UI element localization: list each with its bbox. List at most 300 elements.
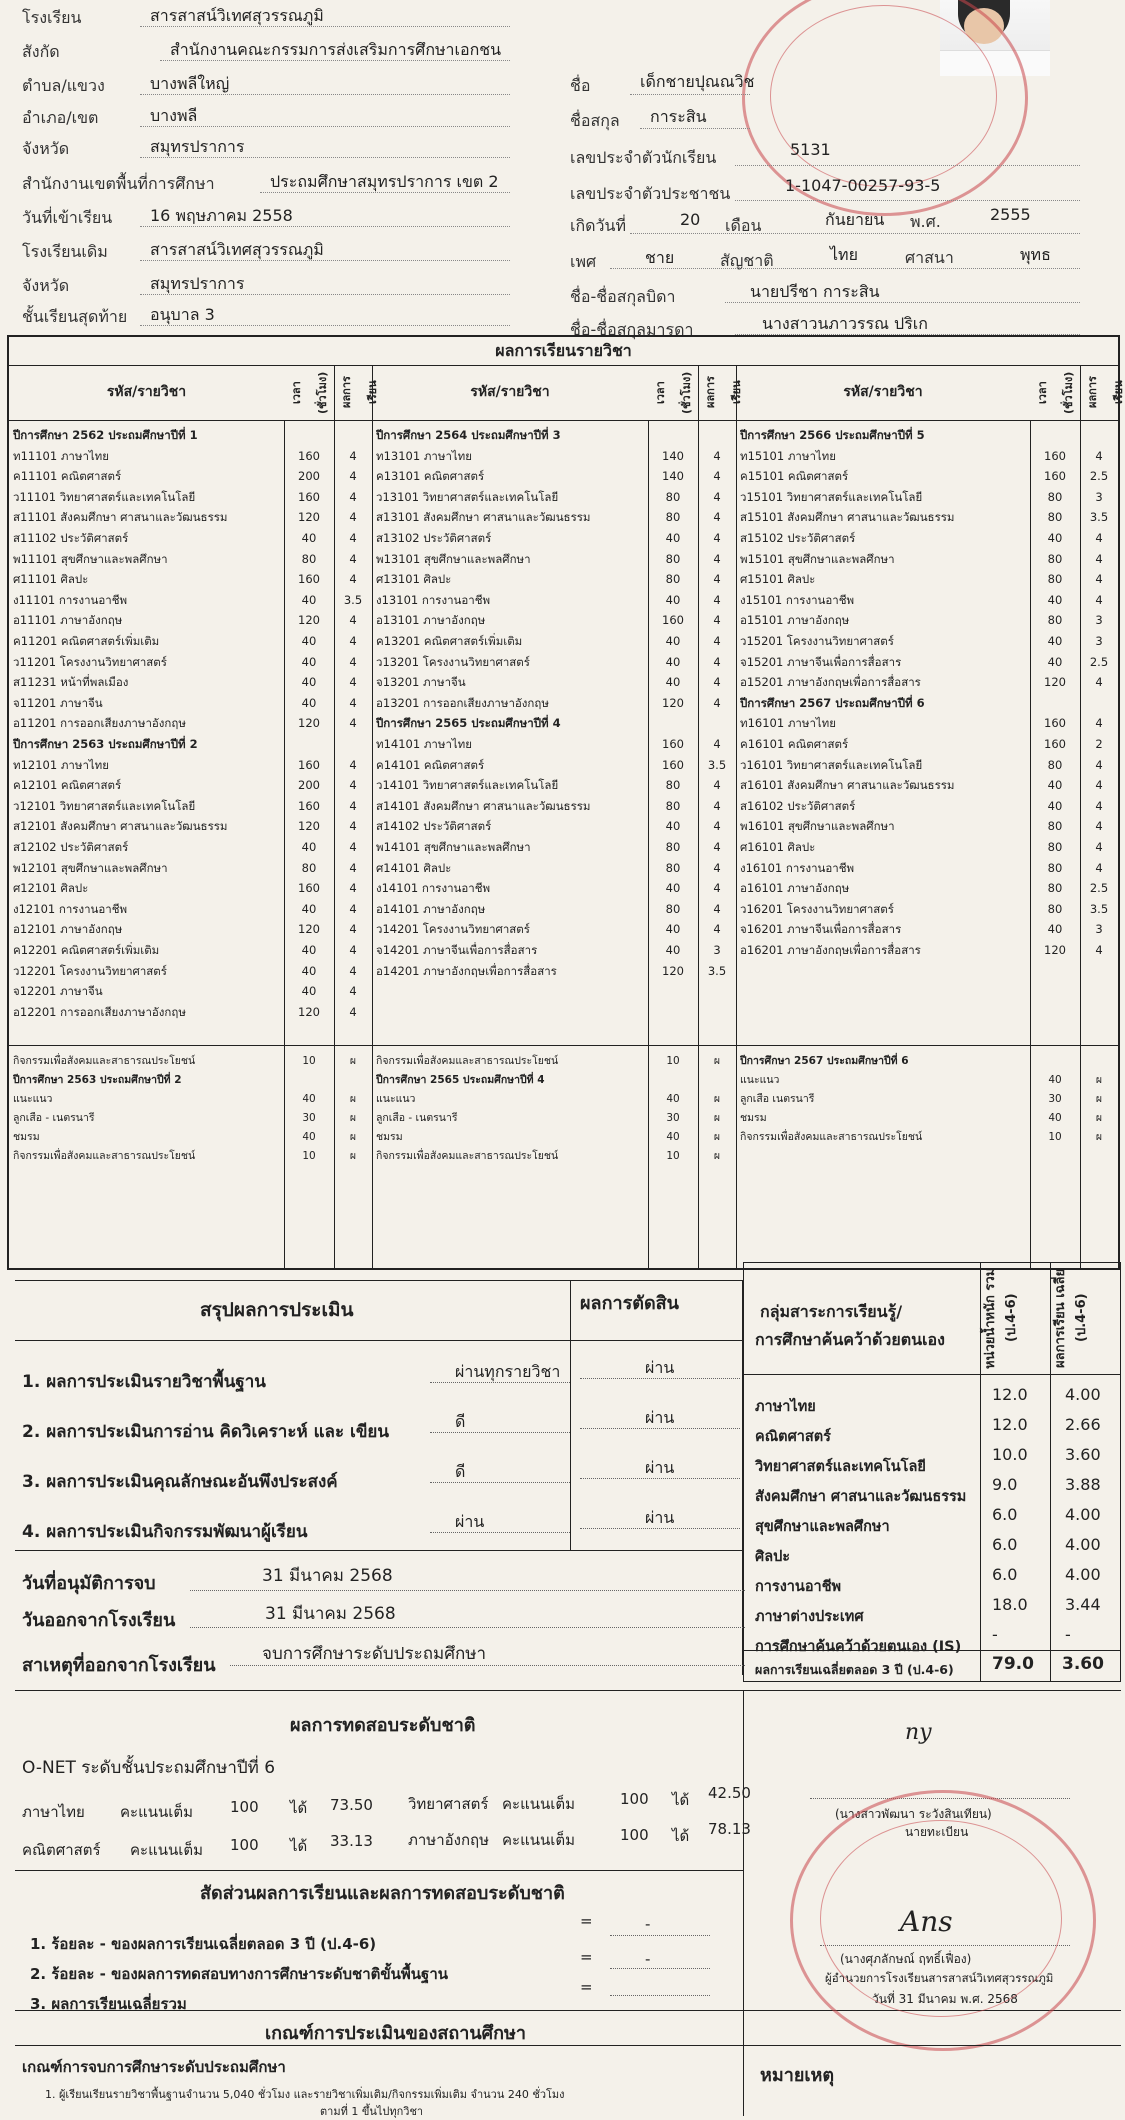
grades-row bbox=[9, 837, 372, 857]
subject-hours: 80 bbox=[1047, 881, 1063, 896]
subject-grade: 3.5 bbox=[1089, 510, 1109, 525]
subject-hours: 40 bbox=[1047, 592, 1063, 607]
nationality-label: สัญชาติ bbox=[720, 251, 774, 270]
summary-item-detail: ดี bbox=[455, 1412, 466, 1431]
subject-grade: 4 bbox=[1095, 592, 1103, 607]
subject-name: ง13101 การงานอาชีพ bbox=[376, 592, 491, 607]
subject-hours: 120 bbox=[662, 695, 684, 710]
subject-name: ท15101 ภาษาไทย bbox=[740, 448, 836, 463]
subject-hours: 160 bbox=[662, 757, 684, 772]
student-id-label: เลขประจำตัวนักเรียน bbox=[570, 148, 717, 167]
subject-grade: 4 bbox=[713, 613, 721, 628]
grades-row bbox=[9, 549, 372, 569]
activity-name: ชมรม bbox=[13, 1131, 40, 1143]
subject-hours: 80 bbox=[1047, 613, 1063, 628]
summary-item-detail: ผ่านทุกรายวิชา bbox=[455, 1362, 561, 1381]
grades-row bbox=[372, 549, 736, 569]
subject-grade: 4 bbox=[713, 881, 721, 896]
subject-grade: 4 bbox=[1095, 551, 1103, 566]
grades-column-header bbox=[736, 365, 1125, 421]
subject-name: ว16101 วิทยาศาสตร์และเทคโนโลยี bbox=[740, 757, 923, 772]
subject-name: อ11101 ภาษาอังกฤษ bbox=[13, 613, 123, 628]
activity-name: ปีการศึกษา 2563 ประถมศึกษาปีที่ 2 bbox=[13, 1074, 182, 1086]
subject-grade: 3 bbox=[1095, 634, 1103, 648]
subject-grade: 4 bbox=[349, 489, 357, 504]
group-name: การงานอาชีพ bbox=[755, 1579, 842, 1595]
onet-thai-score: 73.50 bbox=[330, 1796, 373, 1814]
info-left-value: สารสาสน์วิเทศสุวรรณภูมิ bbox=[150, 240, 324, 259]
group-weight: 6.0 bbox=[992, 1505, 1018, 1524]
summary-title: สรุปผลการประเมิน bbox=[200, 1299, 354, 1321]
subject-name: ค13101 คณิตศาสตร์ bbox=[376, 469, 485, 484]
activity-row bbox=[736, 1127, 1118, 1147]
grades-year-row bbox=[372, 713, 736, 733]
subject-hours: 80 bbox=[665, 489, 681, 504]
subject-name: ค11101 คณิตศาสตร์ bbox=[13, 469, 122, 484]
grades-row bbox=[736, 775, 1118, 795]
subject-grade: 4 bbox=[1095, 757, 1103, 772]
birth-label: เกิดวันที่ bbox=[570, 216, 627, 235]
onet-title: ผลการทดสอบระดับชาติ bbox=[290, 1715, 476, 1736]
grades-column bbox=[372, 365, 743, 1268]
activity-hours: 30 bbox=[302, 1112, 316, 1124]
subject-grade: 4 bbox=[1095, 778, 1103, 793]
subject-hours: 120 bbox=[298, 510, 320, 525]
subject-grade: 4 bbox=[349, 448, 357, 463]
subject-grade: 3.5 bbox=[343, 592, 363, 607]
activity-row bbox=[736, 1108, 1118, 1128]
grades-row bbox=[372, 961, 736, 981]
subject-name: ท14101 ภาษาไทย bbox=[376, 737, 472, 751]
subject-hours: 80 bbox=[665, 901, 681, 916]
sign-date: วันที่ 31 มีนาคม พ.ศ. 2568 bbox=[872, 1992, 1018, 2006]
grades-row bbox=[736, 713, 1118, 733]
summary-item-label: 3. ผลการประเมินคุณลักษณะอันพึงประสงค์ bbox=[22, 1472, 338, 1492]
subject-hours: 40 bbox=[665, 654, 681, 669]
group-gpa: 3.44 bbox=[1065, 1595, 1101, 1614]
grades-row bbox=[372, 569, 736, 589]
subject-name: ส14102 ประวัติศาสตร์ bbox=[376, 819, 492, 834]
subject-name: ปีการศึกษา 2565 ประถมศึกษาปีที่ 4 bbox=[376, 716, 561, 731]
grades-row bbox=[736, 899, 1118, 919]
subject-name: ส16101 สังคมศึกษา ศาสนาและวัฒนธรรม bbox=[740, 778, 955, 793]
subject-hours: 80 bbox=[1047, 819, 1063, 834]
activity-name: กิจกรรมเพื่อสังคมและสาธารณประโยชน์ bbox=[13, 1150, 196, 1162]
subject-grade: 3 bbox=[1095, 613, 1103, 628]
grades-row bbox=[9, 610, 372, 630]
subject-grade: 4 bbox=[349, 695, 357, 710]
subject-hours: 120 bbox=[1044, 943, 1066, 957]
result-header: ผลการเรียน bbox=[1080, 365, 1119, 420]
group-gpa: - bbox=[1065, 1625, 1071, 1644]
criteria-1: 1. ผู้เรียนเรียนรายวิชาพื้นฐานจำนวน 5,040 ชั่วโมง และรายวิชาเพิ่มเติม/กิจกรรมเพิ่มเติม จำนวน 240 ชั่วโมง bbox=[45, 2088, 565, 2101]
subject-grade: 4 bbox=[349, 675, 357, 690]
grades-column-header bbox=[9, 365, 379, 421]
onet-eng-got-label: ได้ bbox=[672, 1827, 690, 1845]
subject-name: ว14101 วิทยาศาสตร์และเทคโนโลยี bbox=[376, 778, 559, 793]
onet-sci-score: 42.50 bbox=[708, 1784, 751, 1802]
ratio-title: สัดส่วนผลการเรียนและผลการทดสอบระดับชาติ bbox=[200, 1883, 565, 1904]
activity-hours: 40 bbox=[666, 1131, 680, 1143]
activity-row bbox=[9, 1108, 372, 1128]
onet-sci-label: วิทยาศาสตร์ bbox=[408, 1795, 489, 1813]
ratio-row-3: 3. ผลการเรียนเฉลี่ยรวม bbox=[30, 1995, 187, 2013]
subject-grade: 4 bbox=[713, 592, 721, 607]
subject-hours: 80 bbox=[1047, 757, 1063, 772]
grades-column-header bbox=[372, 365, 743, 421]
info-left-value: สำนักงานคณะกรรมการส่งเสริมการศึกษาเอกชน bbox=[170, 40, 502, 59]
subject-hours: 120 bbox=[1044, 675, 1066, 690]
activity-name: กิจกรรมเพื่อสังคมและสาธารณประโยชน์ bbox=[376, 1055, 559, 1067]
name-label: ชื่อ bbox=[570, 76, 591, 95]
subject-name: พ13101 สุขศึกษาและพลศึกษา bbox=[376, 551, 531, 566]
subject-hours: 160 bbox=[298, 881, 320, 896]
grades-row bbox=[372, 816, 736, 836]
subject-grade: 4 bbox=[349, 716, 357, 731]
subject-hours: 80 bbox=[1047, 510, 1063, 525]
groups-title-2: การศึกษาค้นคว้าด้วยตนเอง bbox=[755, 1330, 945, 1349]
subject-hours: 40 bbox=[301, 634, 317, 648]
hours-header: เวลา (ชั่วโมง) bbox=[648, 365, 699, 420]
hours-header: เวลา (ชั่วโมง) bbox=[1030, 365, 1081, 420]
subject-hours: 40 bbox=[301, 963, 317, 978]
subject-grade: 2.5 bbox=[1089, 654, 1109, 669]
grades-row bbox=[372, 775, 736, 795]
subject-grade: 4 bbox=[1095, 448, 1103, 463]
subject-hours: 40 bbox=[665, 922, 681, 937]
group-name: สุขศึกษาและพลศึกษา bbox=[755, 1519, 890, 1535]
subject-grade: 4 bbox=[713, 469, 721, 484]
subject-name: ศ11101 ศิลปะ bbox=[13, 572, 89, 587]
mother-name: นางสาวนภาวรรณ ปริเก bbox=[762, 314, 928, 333]
subject-name: ง16101 การงานอาชีพ bbox=[740, 860, 855, 875]
grades-row bbox=[736, 590, 1118, 610]
onet-sci-got-label: ได้ bbox=[672, 1791, 690, 1809]
activity-result: ผ bbox=[349, 1150, 357, 1162]
onet-math-full: 100 bbox=[230, 1836, 259, 1854]
activity-hours: 40 bbox=[302, 1093, 316, 1105]
subject-hours: 40 bbox=[665, 881, 681, 896]
subject-name: จ12201 ภาษาจีน bbox=[13, 984, 103, 999]
subject-grade: 3.5 bbox=[707, 757, 727, 772]
father-name: นายปรีชา การะสิน bbox=[750, 282, 880, 301]
onet-thai-got-label: ได้ bbox=[290, 1799, 308, 1817]
subject-hours: 40 bbox=[301, 531, 317, 545]
onet-level: O-NET ระดับชั้นประถมศึกษาปีที่ 6 bbox=[22, 1758, 276, 1778]
subject-grade: 4 bbox=[349, 634, 357, 648]
remark-label: หมายเหตุ bbox=[760, 2065, 835, 2086]
subject-grade: 4 bbox=[1095, 860, 1103, 875]
ratio-value-2: - bbox=[645, 1950, 651, 1968]
subject-name: ง12101 การงานอาชีพ bbox=[13, 901, 128, 916]
grades-row bbox=[9, 899, 372, 919]
grades-row bbox=[9, 961, 372, 981]
grades-row bbox=[372, 734, 736, 754]
group-weight: 18.0 bbox=[992, 1595, 1028, 1614]
grades-row bbox=[736, 487, 1118, 507]
subject-header: รหัส/รายวิชา bbox=[470, 384, 550, 400]
grades-table bbox=[7, 335, 1125, 1270]
subject-hours: 80 bbox=[1047, 840, 1063, 854]
subject-header: รหัส/รายวิชา bbox=[843, 384, 923, 400]
activity-name: ชมรม bbox=[740, 1112, 767, 1124]
leave-reason: จบการศึกษาระดับประถมศึกษา bbox=[262, 1644, 487, 1664]
subject-name: อ13101 ภาษาอังกฤษ bbox=[376, 613, 486, 628]
subject-name: ง15101 การงานอาชีพ bbox=[740, 592, 855, 607]
subject-grade: 4 bbox=[349, 613, 357, 628]
subject-hours: 80 bbox=[665, 840, 681, 854]
subject-grade: 4 bbox=[713, 634, 721, 648]
group-name: การศึกษาค้นคว้าด้วยตนเอง (IS) bbox=[755, 1639, 962, 1655]
subject-grade: 4 bbox=[1095, 716, 1103, 731]
subject-name: ส15102 ประวัติศาสตร์ bbox=[740, 531, 856, 545]
grades-row bbox=[372, 940, 736, 960]
subject-name: จ13201 ภาษาจีน bbox=[376, 675, 466, 690]
subject-grade: 4 bbox=[713, 489, 721, 504]
registrar-signature: ny bbox=[905, 1720, 932, 1745]
grades-column bbox=[9, 365, 379, 1268]
subject-hours: 40 bbox=[301, 840, 317, 854]
grades-row bbox=[372, 858, 736, 878]
grades-row bbox=[372, 672, 736, 692]
subject-name: ว16201 โครงงานวิทยาศาสตร์ bbox=[740, 901, 894, 916]
grades-year-row bbox=[736, 693, 1118, 713]
subject-hours: 80 bbox=[301, 860, 317, 875]
subject-grade: 4 bbox=[1095, 840, 1103, 854]
subject-hours: 80 bbox=[1047, 572, 1063, 587]
grades-row bbox=[736, 755, 1118, 775]
activity-hours: 30 bbox=[1048, 1093, 1062, 1105]
month-label: เดือน bbox=[725, 216, 762, 235]
result-header: ผลการเรียน bbox=[334, 365, 373, 420]
subject-name: ศ13101 ศิลปะ bbox=[376, 572, 452, 587]
activity-result: ผ bbox=[1095, 1112, 1103, 1124]
subject-name: พ11101 สุขศึกษาและพลศึกษา bbox=[13, 551, 168, 566]
subject-hours: 80 bbox=[1047, 901, 1063, 916]
subject-hours: 80 bbox=[665, 778, 681, 793]
group-weight: 12.0 bbox=[992, 1415, 1028, 1434]
subject-name: ส14101 สังคมศึกษา ศาสนาและวัฒนธรรม bbox=[376, 798, 591, 813]
subject-hours: 160 bbox=[298, 798, 320, 813]
activity-hours: 40 bbox=[302, 1131, 316, 1143]
subject-hours: 120 bbox=[298, 922, 320, 937]
subject-hours: 40 bbox=[301, 592, 317, 607]
subject-hours: 40 bbox=[665, 592, 681, 607]
subject-name: ว11101 วิทยาศาสตร์และเทคโนโลยี bbox=[13, 489, 196, 504]
subject-grade: 4 bbox=[349, 1004, 357, 1019]
subject-name: ท13101 ภาษาไทย bbox=[376, 448, 472, 463]
subject-grade: 4 bbox=[713, 901, 721, 916]
activity-result: ผ bbox=[1095, 1131, 1103, 1143]
school-seal-bottom-inner bbox=[820, 1820, 1062, 2017]
subject-name: ว15101 วิทยาศาสตร์และเทคโนโลยี bbox=[740, 489, 923, 504]
subject-grade: 4 bbox=[349, 860, 357, 875]
subject-grade: 3 bbox=[1095, 489, 1103, 504]
subject-name: จ11201 ภาษาจีน bbox=[13, 695, 103, 710]
activity-hours: 10 bbox=[666, 1150, 680, 1162]
subject-hours: 40 bbox=[301, 654, 317, 669]
subject-name: อ16101 ภาษาอังกฤษ bbox=[740, 881, 850, 896]
subject-name: ส15101 สังคมศึกษา ศาสนาและวัฒนธรรม bbox=[740, 510, 955, 525]
summary-item-result: ผ่าน bbox=[645, 1508, 675, 1527]
subject-grade: 4 bbox=[713, 675, 721, 690]
subject-grade: 4 bbox=[1095, 675, 1103, 690]
activity-name: ลูกเสือ - เนตรนารี bbox=[376, 1112, 458, 1124]
info-left-value: สารสาสน์วิเทศสุวรรณภูมิ bbox=[150, 6, 324, 25]
activity-result: ผ bbox=[1095, 1074, 1103, 1086]
grades-row bbox=[9, 816, 372, 836]
grades-row bbox=[736, 940, 1118, 960]
activity-result: ผ bbox=[349, 1112, 357, 1124]
subject-hours: 160 bbox=[1044, 716, 1066, 731]
info-left-value: อนุบาล 3 bbox=[150, 305, 215, 324]
grades-row bbox=[9, 878, 372, 898]
subject-grade: 4 bbox=[713, 551, 721, 566]
activity-hours: 40 bbox=[1048, 1112, 1062, 1124]
onet-math-got-label: ได้ bbox=[290, 1837, 308, 1855]
group-name: ภาษาไทย bbox=[755, 1399, 816, 1415]
subject-grade: 4 bbox=[713, 695, 721, 710]
subject-hours: 40 bbox=[1047, 798, 1063, 813]
subject-hours: 160 bbox=[298, 572, 320, 587]
subject-name: ปีการศึกษา 2564 ประถมศึกษาปีที่ 3 bbox=[376, 428, 561, 442]
year-label: พ.ศ. bbox=[910, 212, 941, 231]
subject-name: จ14201 ภาษาจีนเพื่อการสื่อสาร bbox=[376, 943, 538, 957]
subject-hours: 80 bbox=[301, 551, 317, 566]
grades-row bbox=[736, 796, 1118, 816]
activity-result: ผ bbox=[713, 1055, 721, 1067]
activity-hours: 10 bbox=[302, 1055, 316, 1067]
subject-hours: 40 bbox=[301, 901, 317, 916]
student-surname: การะสิน bbox=[650, 107, 707, 126]
approve-label: วันที่อนุมัติการจบ bbox=[22, 1573, 156, 1594]
grades-row bbox=[736, 446, 1118, 466]
grades-row bbox=[9, 672, 372, 692]
grades-row bbox=[9, 487, 372, 507]
subject-hours: 120 bbox=[298, 819, 320, 834]
subject-name: ค15101 คณิตศาสตร์ bbox=[740, 469, 849, 484]
subject-name: ว15201 โครงงานวิทยาศาสตร์ bbox=[740, 634, 894, 648]
onet-sci-full: 100 bbox=[620, 1790, 649, 1808]
onet-thai-full-label: คะแนนเต็ม bbox=[120, 1803, 194, 1821]
grades-year-row bbox=[9, 734, 372, 754]
activity-row bbox=[9, 1127, 372, 1147]
grades-row bbox=[9, 466, 372, 486]
grades-row bbox=[9, 446, 372, 466]
grades-column bbox=[736, 365, 1125, 1268]
subject-grade: 4 bbox=[349, 901, 357, 916]
group-weight: 12.0 bbox=[992, 1385, 1028, 1404]
subject-name: ศ15101 ศิลปะ bbox=[740, 572, 816, 587]
activity-row bbox=[736, 1089, 1118, 1109]
subject-hours: 140 bbox=[662, 469, 684, 484]
group-name: ศิลปะ bbox=[755, 1549, 791, 1565]
summary-item-result: ผ่าน bbox=[645, 1358, 675, 1377]
activity-year-row bbox=[372, 1070, 736, 1090]
birth-day: 20 bbox=[680, 210, 701, 229]
subject-name: อ12101 ภาษาอังกฤษ bbox=[13, 922, 123, 937]
director-signature: Ans bbox=[900, 1905, 953, 1938]
grades-row bbox=[736, 878, 1118, 898]
subject-name: พ16101 สุขศึกษาและพลศึกษา bbox=[740, 819, 895, 834]
grades-row bbox=[9, 919, 372, 939]
student-id: 5131 bbox=[790, 140, 831, 159]
subject-hours: 160 bbox=[1044, 469, 1066, 484]
subject-grade: 4 bbox=[349, 881, 357, 896]
subject-hours: 40 bbox=[1047, 778, 1063, 793]
birth-month: กันยายน bbox=[825, 210, 885, 229]
subject-grade: 4 bbox=[1095, 943, 1103, 957]
grades-row bbox=[736, 919, 1118, 939]
subject-hours: 160 bbox=[298, 757, 320, 772]
grades-row bbox=[372, 631, 736, 651]
director-role: ผู้อำนวยการโรงเรียนสารสาสน์วิเทศสุวรรณภูมิ bbox=[825, 1971, 1054, 1985]
activity-year-row bbox=[736, 1051, 1118, 1071]
subject-hours: 40 bbox=[1047, 531, 1063, 545]
grades-row bbox=[736, 652, 1118, 672]
grades-row bbox=[372, 796, 736, 816]
subject-name: อ13201 การออกเสียงภาษาอังกฤษ bbox=[376, 695, 549, 710]
mother-label: ชื่อ-ชื่อสกุลมารดา bbox=[570, 320, 694, 339]
grades-row bbox=[9, 755, 372, 775]
subject-name: ค16101 คณิตศาสตร์ bbox=[740, 737, 849, 751]
activity-hours: 10 bbox=[1048, 1131, 1062, 1143]
subject-hours: 120 bbox=[298, 1004, 320, 1019]
subject-name: ว12201 โครงงานวิทยาศาสตร์ bbox=[13, 963, 167, 978]
subject-hours: 160 bbox=[1044, 448, 1066, 463]
subject-name: จ15201 ภาษาจีนเพื่อการสื่อสาร bbox=[740, 654, 902, 669]
grades-row bbox=[372, 466, 736, 486]
subject-name: ค11201 คณิตศาสตร์เพิ่มเติม bbox=[13, 634, 160, 648]
grades-row bbox=[9, 940, 372, 960]
subject-hours: 40 bbox=[301, 943, 317, 957]
leave-date: 31 มีนาคม 2568 bbox=[265, 1604, 396, 1624]
subject-name: ส12102 ประวัติศาสตร์ bbox=[13, 840, 129, 854]
father-label: ชื่อ-ชื่อสกุลบิดา bbox=[570, 287, 676, 306]
subject-hours: 40 bbox=[1047, 634, 1063, 648]
info-left-label: ตำบล/แขวง bbox=[22, 76, 105, 95]
subject-grade: 4 bbox=[713, 860, 721, 875]
summary-item-detail: ผ่าน bbox=[455, 1512, 485, 1531]
total-label: ผลการเรียนเฉลี่ยตลอด 3 ปี (ป.4-6) bbox=[755, 1662, 954, 1677]
subject-grade: 4 bbox=[349, 984, 357, 999]
group-weight: 6.0 bbox=[992, 1565, 1018, 1584]
grades-row bbox=[9, 528, 372, 548]
info-left-label: โรงเรียน bbox=[22, 8, 82, 27]
grades-row bbox=[372, 693, 736, 713]
activity-result: ผ bbox=[713, 1150, 721, 1162]
summary-item-result: ผ่าน bbox=[645, 1408, 675, 1427]
religion-label: ศาสนา bbox=[905, 248, 954, 267]
subject-name: ส13102 ประวัติศาสตร์ bbox=[376, 531, 492, 545]
onet-eng-score: 78.13 bbox=[708, 1820, 751, 1838]
subject-hours: 200 bbox=[298, 469, 320, 484]
subject-hours: 40 bbox=[665, 675, 681, 690]
info-left-label: ชั้นเรียนสุดท้าย bbox=[22, 307, 128, 326]
grades-row bbox=[9, 507, 372, 527]
subject-hours: 40 bbox=[1047, 922, 1063, 937]
info-left-value: 16 พฤษภาคม 2558 bbox=[150, 206, 293, 225]
grades-row bbox=[9, 775, 372, 795]
subject-hours: 40 bbox=[665, 531, 681, 545]
group-name: คณิตศาสตร์ bbox=[755, 1429, 831, 1445]
subject-hours: 40 bbox=[301, 675, 317, 690]
grades-row bbox=[372, 652, 736, 672]
subject-hours: 80 bbox=[665, 860, 681, 875]
onet-thai-label: ภาษาไทย bbox=[22, 1803, 85, 1821]
subject-name: ส11101 สังคมศึกษา ศาสนาและวัฒนธรรม bbox=[13, 510, 228, 525]
subject-grade: 4 bbox=[349, 572, 357, 587]
